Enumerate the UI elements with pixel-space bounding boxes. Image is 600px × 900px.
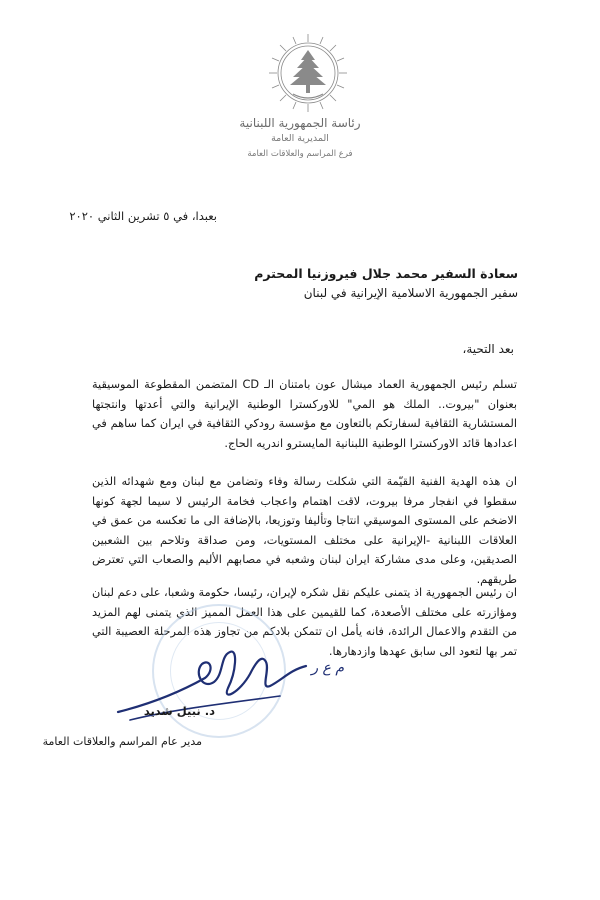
recipient-title: سفير الجمهورية الاسلامية الإيرانية في لبنان	[303, 286, 518, 300]
signer-name: د. نبيل شديد	[143, 704, 215, 718]
letter-date: بعبدا، في ٥ تشرين الثاني ٢٠٢٠	[69, 209, 217, 223]
letterhead-department: فرع المراسم والعلاقات العامة	[247, 149, 353, 159]
greeting: بعد التحية،	[462, 342, 514, 356]
letterhead-title: رئاسة الجمهورية اللبنانية	[239, 116, 361, 130]
body-paragraph-1: تسلم رئيس الجمهورية العماد ميشال عون بامتنان الـ CD المتضمن المقطوعة الموسيقية بعنوان "بيروت.. الملك هو المي" للاوركسترا الوطنية الإيرانية والتي أعدتها وانتجتها المستشارية الثقافية لسفارتكم بالتعاون مع مؤسسة رودكي الثقافية في ايران كما ساهم في اعدادها قائد الاوركسترا الوطنية اللبنانية المايسترو اندريه الحاج.	[92, 378, 517, 450]
body-paragraph-3: ان رئيس الجمهورية اذ يتمنى عليكم نقل شكره لإيران، رئيسا، حكومة وشعبا، على دعم لبنان ومؤازرته على مختلف الأصعدة، كما للقيمين على هذا العمل المميز الذي يتمنى لهم المزيد من التقدم والاعمال الرائدة، فانه يأمل ان تتمكن بلادكم من تجاوز هذه المرحلة العصيبة التي تمر بها لتعود الى سابق عهدها وازدهارها.	[92, 586, 517, 658]
signer-title: مدير عام المراسم والعلاقات العامة	[42, 735, 202, 748]
handwritten-note: م ع ر	[311, 660, 344, 676]
handwritten-signature	[110, 612, 320, 742]
presidency-cedar-emblem-icon	[263, 28, 353, 118]
recipient-name: سعادة السفير محمد جلال فيروزنيا المحترم	[254, 266, 518, 281]
letterhead-subtitle: المديرية العامة	[271, 133, 329, 144]
body-paragraph-2: ان هذه الهدية الفنية القيّمة التي شكلت رسالة وفاء وتضامن مع لبنان ومع شهدائه الذين سقطوا في انفجار مرفا بيروت، لاقت اهتمام واعجاب فخامة الرئيس لا سيما لجهة كونها الاضخم على المستوى الموسيقي انتاجا وتأليفا وتوزيعا، بالإضافة الى ما تعكسه من عمق في العلاقات اللبنانية -الإيرانية على مختلف المستويات، ومن صداقة وتلاحم بين الشعبين الصديقين، وعلى مدى مشاركة ايران لبنان وشعبه في مصابهم الأليم والصعاب التي تعترض طريقهم.	[92, 475, 517, 586]
